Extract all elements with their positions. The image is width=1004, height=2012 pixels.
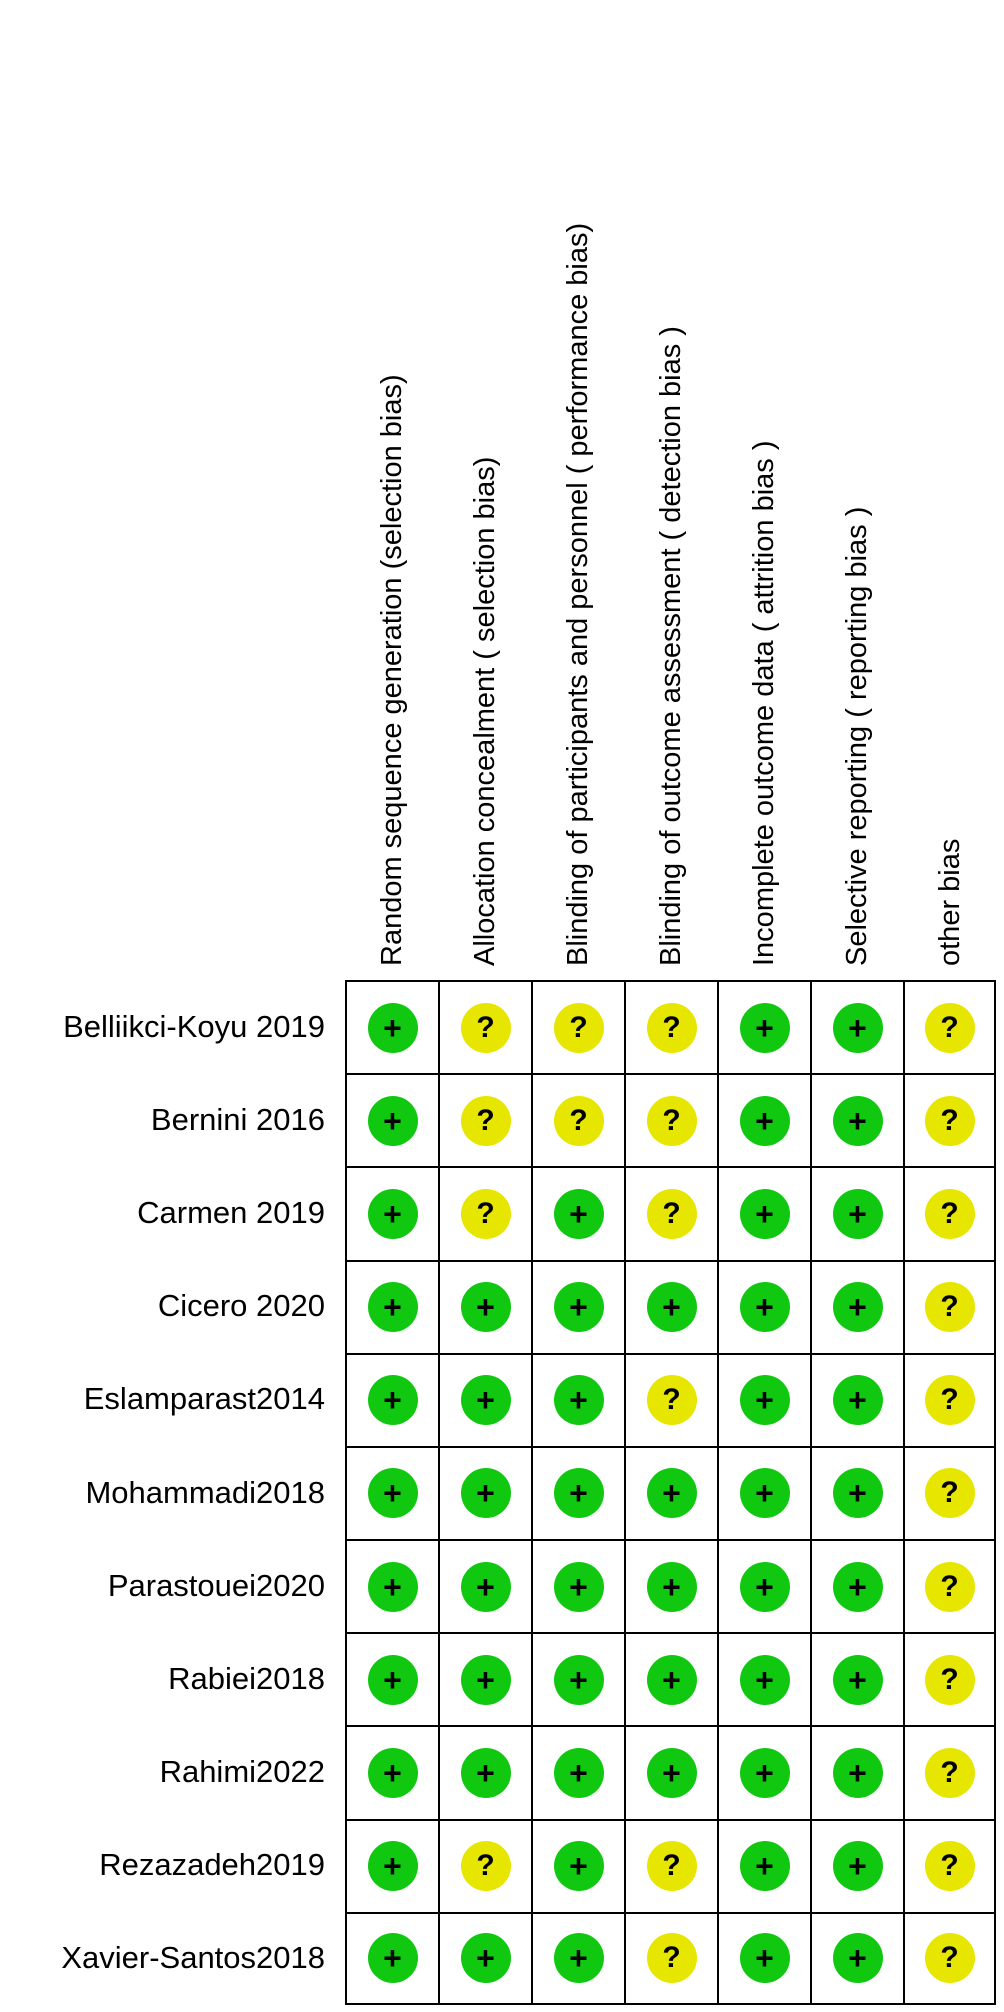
rating-cell (626, 1448, 719, 1541)
rating-cell (347, 1634, 440, 1727)
rating-symbol: + (755, 1568, 774, 1605)
unclear-risk-icon (925, 1096, 975, 1146)
rating-cell (440, 1541, 533, 1634)
rating-symbol: + (569, 1848, 588, 1885)
rating-cell (719, 1821, 812, 1914)
rating-cell (626, 1727, 719, 1820)
low-risk-icon (368, 1282, 418, 1332)
rating-symbol: + (476, 1568, 495, 1605)
rating-symbol: + (848, 1009, 867, 1046)
rating-cell (347, 1448, 440, 1541)
rating-symbol: + (755, 1475, 774, 1512)
rating-cell (719, 1541, 812, 1634)
low-risk-icon (833, 1655, 883, 1705)
domain-header-label: Allocation concealment ( selection bias) (468, 456, 501, 966)
low-risk-icon (461, 1562, 511, 1612)
low-risk-icon (368, 1189, 418, 1239)
rating-cell (347, 1821, 440, 1914)
rating-cell (905, 1821, 994, 1914)
rating-cell (812, 1075, 905, 1168)
rating-cell (626, 982, 719, 1075)
rating-cell (905, 1355, 994, 1448)
unclear-risk-icon (461, 1189, 511, 1239)
rating-symbol: ? (940, 1662, 959, 1696)
low-risk-icon (740, 1468, 790, 1518)
rating-cell (812, 982, 905, 1075)
unclear-risk-icon (925, 1282, 975, 1332)
rating-cell (533, 982, 626, 1075)
rating-cell (905, 1727, 994, 1820)
rating-symbol: ? (940, 1290, 959, 1324)
low-risk-icon (368, 1096, 418, 1146)
rating-symbol: + (662, 1661, 681, 1698)
rating-cell (533, 1727, 626, 1820)
rating-cell (533, 1634, 626, 1727)
low-risk-icon (833, 1282, 883, 1332)
rating-cell (347, 1914, 440, 2003)
low-risk-icon (833, 1003, 883, 1053)
rating-symbol: + (569, 1475, 588, 1512)
rating-cell (905, 1168, 994, 1261)
rating-cell (626, 1075, 719, 1168)
rating-cell (440, 1262, 533, 1355)
rating-cell (719, 1075, 812, 1168)
rating-symbol: + (662, 1568, 681, 1605)
rating-symbol: + (476, 1940, 495, 1977)
rating-cell (905, 1075, 994, 1168)
rating-cell (440, 1448, 533, 1541)
study-label: Rabiei2018 (168, 1660, 325, 1696)
rating-symbol: ? (940, 1756, 959, 1790)
risk-of-bias-grid (345, 980, 996, 2005)
rating-symbol: + (848, 1661, 867, 1698)
rating-symbol: + (848, 1755, 867, 1792)
low-risk-icon (554, 1189, 604, 1239)
unclear-risk-icon (925, 1189, 975, 1239)
study-label: Mohammadi2018 (85, 1474, 325, 1510)
unclear-risk-icon (925, 1841, 975, 1891)
rating-symbol: + (569, 1568, 588, 1605)
rating-symbol: + (755, 1940, 774, 1977)
low-risk-icon (461, 1655, 511, 1705)
unclear-risk-icon (925, 1562, 975, 1612)
study-label: Rezazadeh2019 (99, 1847, 325, 1883)
rating-cell (533, 1448, 626, 1541)
rating-symbol: + (569, 1661, 588, 1698)
study-label: Rahimi2022 (159, 1754, 325, 1790)
rating-cell (440, 1821, 533, 1914)
low-risk-icon (368, 1562, 418, 1612)
rating-cell (719, 1168, 812, 1261)
low-risk-icon (554, 1933, 604, 1983)
rating-cell (812, 1914, 905, 2003)
rating-cell (533, 1541, 626, 1634)
rating-symbol: + (662, 1289, 681, 1326)
rating-cell (626, 1821, 719, 1914)
rating-cell (905, 982, 994, 1075)
unclear-risk-icon (647, 1841, 697, 1891)
low-risk-icon (461, 1933, 511, 1983)
unclear-risk-icon (647, 1375, 697, 1425)
rating-cell (812, 1821, 905, 1914)
rating-cell (812, 1541, 905, 1634)
rating-cell (905, 1448, 994, 1541)
low-risk-icon (833, 1189, 883, 1239)
rating-cell (719, 1634, 812, 1727)
rating-symbol: + (755, 1009, 774, 1046)
study-label: Cicero 2020 (157, 1288, 325, 1324)
unclear-risk-icon (461, 1096, 511, 1146)
unclear-risk-icon (647, 1933, 697, 1983)
low-risk-icon (740, 1375, 790, 1425)
rating-symbol: + (476, 1475, 495, 1512)
rating-symbol: + (383, 1289, 402, 1326)
rating-cell (812, 1355, 905, 1448)
rating-cell (347, 982, 440, 1075)
rating-symbol: ? (940, 1383, 959, 1417)
rating-cell (719, 1262, 812, 1355)
low-risk-icon (740, 1189, 790, 1239)
rating-symbol: + (569, 1940, 588, 1977)
rating-symbol: + (848, 1382, 867, 1419)
rating-symbol: ? (662, 1849, 681, 1883)
unclear-risk-icon (461, 1003, 511, 1053)
study-label: Carmen 2019 (137, 1194, 325, 1230)
domain-headers (0, 0, 1004, 975)
rating-symbol: + (755, 1195, 774, 1232)
rating-cell (440, 1355, 533, 1448)
low-risk-icon (554, 1562, 604, 1612)
study-label: Bernini 2016 (150, 1101, 325, 1137)
low-risk-icon (740, 1096, 790, 1146)
rating-symbol: ? (476, 1196, 495, 1230)
rating-symbol: ? (940, 1849, 959, 1883)
rating-cell (719, 1448, 812, 1541)
rating-symbol: + (569, 1289, 588, 1326)
rating-cell (719, 1914, 812, 2003)
rating-symbol: + (383, 1475, 402, 1512)
rating-symbol: ? (476, 1849, 495, 1883)
low-risk-icon (368, 1933, 418, 1983)
rating-cell (626, 1168, 719, 1261)
low-risk-icon (647, 1282, 697, 1332)
low-risk-icon (740, 1003, 790, 1053)
study-label: Belliikci-Koyu 2019 (63, 1008, 325, 1044)
unclear-risk-icon (647, 1189, 697, 1239)
rating-cell (626, 1262, 719, 1355)
low-risk-icon (833, 1468, 883, 1518)
unclear-risk-icon (925, 1748, 975, 1798)
low-risk-icon (740, 1562, 790, 1612)
rating-cell (812, 1262, 905, 1355)
rating-symbol: + (569, 1755, 588, 1792)
rating-cell (533, 1355, 626, 1448)
low-risk-icon (554, 1375, 604, 1425)
domain-header-label: Random sequence generation (selection bias) (375, 374, 408, 966)
rating-cell (905, 1914, 994, 2003)
low-risk-icon (554, 1655, 604, 1705)
rating-cell (626, 1634, 719, 1727)
rating-cell (347, 1075, 440, 1168)
rating-cell (905, 1541, 994, 1634)
rating-symbol: + (755, 1102, 774, 1139)
rating-symbol: ? (662, 1103, 681, 1137)
unclear-risk-icon (647, 1003, 697, 1053)
rating-symbol: + (755, 1289, 774, 1326)
low-risk-icon (740, 1655, 790, 1705)
rating-symbol: + (755, 1755, 774, 1792)
rating-symbol: + (848, 1289, 867, 1326)
rating-cell (905, 1634, 994, 1727)
rating-symbol: ? (569, 1010, 588, 1044)
rating-symbol: + (383, 1848, 402, 1885)
low-risk-icon (368, 1748, 418, 1798)
rating-symbol: + (383, 1009, 402, 1046)
low-risk-icon (368, 1468, 418, 1518)
low-risk-icon (833, 1748, 883, 1798)
rating-symbol: ? (476, 1010, 495, 1044)
rating-symbol: + (755, 1848, 774, 1885)
rating-cell (812, 1448, 905, 1541)
low-risk-icon (647, 1655, 697, 1705)
rating-symbol: + (383, 1382, 402, 1419)
low-risk-icon (554, 1282, 604, 1332)
rating-cell (812, 1634, 905, 1727)
low-risk-icon (833, 1933, 883, 1983)
low-risk-icon (833, 1562, 883, 1612)
rating-symbol: ? (662, 1010, 681, 1044)
rating-symbol: + (848, 1848, 867, 1885)
low-risk-icon (368, 1003, 418, 1053)
domain-header-label: Blinding of participants and personnel ( performance bias) (561, 222, 594, 966)
rating-cell (440, 1914, 533, 2003)
rating-cell (347, 1727, 440, 1820)
low-risk-icon (461, 1375, 511, 1425)
rating-symbol: + (476, 1661, 495, 1698)
study-label: Eslamparast2014 (83, 1381, 325, 1417)
rating-symbol: ? (940, 1196, 959, 1230)
rating-cell (533, 1075, 626, 1168)
rating-symbol: ? (662, 1383, 681, 1417)
rating-cell (533, 1914, 626, 2003)
unclear-risk-icon (925, 1933, 975, 1983)
rating-symbol: ? (940, 1569, 959, 1603)
low-risk-icon (554, 1841, 604, 1891)
rating-symbol: + (476, 1382, 495, 1419)
unclear-risk-icon (925, 1655, 975, 1705)
rating-symbol: + (383, 1568, 402, 1605)
low-risk-icon (461, 1468, 511, 1518)
rating-cell (719, 982, 812, 1075)
low-risk-icon (740, 1282, 790, 1332)
low-risk-icon (647, 1468, 697, 1518)
rating-cell (347, 1262, 440, 1355)
unclear-risk-icon (925, 1003, 975, 1053)
low-risk-icon (368, 1375, 418, 1425)
rating-symbol: + (848, 1940, 867, 1977)
rating-symbol: + (848, 1195, 867, 1232)
rating-cell (812, 1168, 905, 1261)
rating-symbol: + (848, 1102, 867, 1139)
rating-symbol: + (383, 1195, 402, 1232)
unclear-risk-icon (461, 1841, 511, 1891)
rating-symbol: + (662, 1475, 681, 1512)
low-risk-icon (740, 1841, 790, 1891)
low-risk-icon (368, 1655, 418, 1705)
rating-cell (533, 1262, 626, 1355)
rating-cell (347, 1355, 440, 1448)
rating-cell (440, 1075, 533, 1168)
rating-symbol: ? (940, 1103, 959, 1137)
rating-cell (533, 1821, 626, 1914)
unclear-risk-icon (925, 1375, 975, 1425)
rating-cell (812, 1727, 905, 1820)
rating-cell (533, 1168, 626, 1261)
low-risk-icon (461, 1282, 511, 1332)
low-risk-icon (554, 1468, 604, 1518)
low-risk-icon (647, 1748, 697, 1798)
rating-symbol: + (476, 1755, 495, 1792)
rating-cell (440, 982, 533, 1075)
rating-cell (626, 1355, 719, 1448)
rating-cell (719, 1355, 812, 1448)
rating-symbol: ? (662, 1941, 681, 1975)
rating-symbol: + (755, 1382, 774, 1419)
low-risk-icon (554, 1748, 604, 1798)
low-risk-icon (833, 1841, 883, 1891)
rating-symbol: ? (476, 1103, 495, 1137)
low-risk-icon (461, 1748, 511, 1798)
rating-cell (626, 1541, 719, 1634)
rating-cell (905, 1262, 994, 1355)
rating-cell (440, 1168, 533, 1261)
rating-symbol: ? (662, 1196, 681, 1230)
rating-symbol: + (383, 1940, 402, 1977)
rating-symbol: + (662, 1755, 681, 1792)
unclear-risk-icon (554, 1003, 604, 1053)
rating-cell (626, 1914, 719, 2003)
low-risk-icon (833, 1096, 883, 1146)
domain-header-label: Blinding of outcome assessment ( detection bias ) (654, 326, 687, 966)
low-risk-icon (833, 1375, 883, 1425)
domain-header-label: Incomplete outcome data ( attrition bias ) (747, 440, 780, 966)
unclear-risk-icon (647, 1096, 697, 1146)
rating-symbol: ? (940, 1476, 959, 1510)
rating-symbol: + (569, 1195, 588, 1232)
low-risk-icon (368, 1841, 418, 1891)
domain-header-label: Selective reporting ( reporting bias ) (840, 506, 873, 966)
rating-symbol: + (476, 1289, 495, 1326)
rating-symbol: + (755, 1661, 774, 1698)
study-label: Parastouei2020 (107, 1567, 325, 1603)
rating-cell (719, 1727, 812, 1820)
low-risk-icon (740, 1933, 790, 1983)
rating-symbol: ? (569, 1103, 588, 1137)
rating-cell (440, 1727, 533, 1820)
rating-symbol: ? (940, 1941, 959, 1975)
rating-cell (347, 1541, 440, 1634)
domain-header-label: other bias (933, 838, 966, 966)
rating-symbol: + (383, 1755, 402, 1792)
rating-symbol: + (383, 1661, 402, 1698)
rating-symbol: ? (940, 1010, 959, 1044)
unclear-risk-icon (925, 1468, 975, 1518)
rating-symbol: + (383, 1102, 402, 1139)
unclear-risk-icon (554, 1096, 604, 1146)
rating-symbol: + (569, 1382, 588, 1419)
study-label: Xavier-Santos2018 (61, 1940, 325, 1976)
rating-symbol: + (848, 1475, 867, 1512)
rating-cell (440, 1634, 533, 1727)
low-risk-icon (647, 1562, 697, 1612)
rating-symbol: + (848, 1568, 867, 1605)
rating-cell (347, 1168, 440, 1261)
low-risk-icon (740, 1748, 790, 1798)
